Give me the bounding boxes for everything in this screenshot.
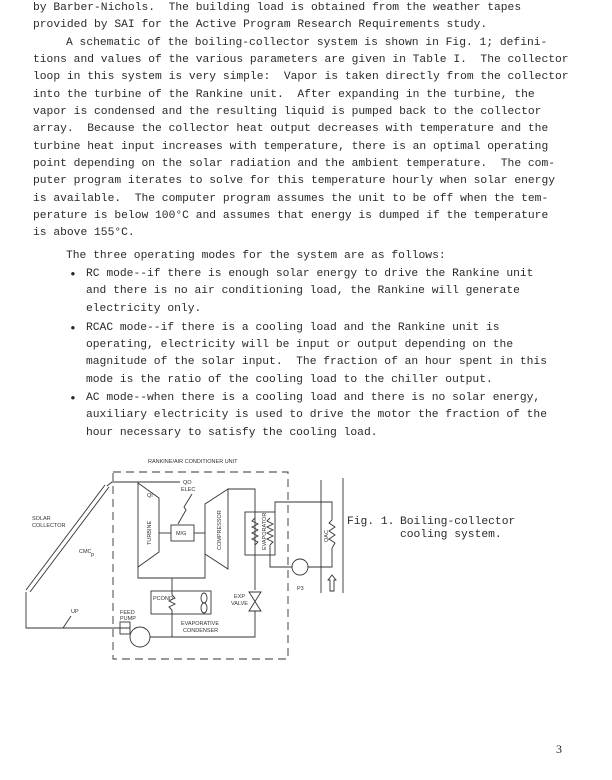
unit-title: RANKINE/AIR CONDITIONER UNIT [148,459,238,465]
bullet-icon: • [69,267,77,282]
label-solar: SOLAR [32,516,51,522]
label-pump: PUMP [120,616,136,622]
text-line: mode is the ratio of the cooling load to the chiller output. [86,374,493,386]
feed-pump [130,627,150,647]
text-line: puter program iterates to solve for this temperature hourly when solar energy [33,175,556,187]
text-line: magnitude of the solar input. The fraction of an hour spent in this [86,356,547,368]
figure-caption-line: cooling system. [400,529,502,541]
label-condenser: CONDENSER [183,628,219,634]
label-elec: ELEC [181,487,196,493]
text-line: electricity only. [86,303,202,315]
text-line: is available. The computer program assumes the unit to be off when the tem- [33,193,549,205]
text-line: AC mode--when there is a cooling load and there is no solar energy, [86,392,541,404]
text-line: tions and values of the various parameters are given in Table I. The collector [33,54,569,66]
label-p3: P3 [297,586,304,592]
label-pcond: PCOND [153,596,173,602]
text-line: and there is no air conditioning load, the Rankine will generate [86,285,520,297]
expansion-valve [249,592,261,611]
text-line: point depending on the solar radiation and the ambient temperature. The com- [33,158,556,170]
page-number: 3 [556,742,562,756]
label-mg: M/G [176,531,187,537]
label-exp: EXP [234,594,246,600]
text-line: RC mode--if there is enough solar energy to drive the Rankine unit [86,268,534,280]
label-turbine: TURBINE [147,520,153,545]
label-qo: QO [183,480,192,486]
text-line: A schematic of the boiling-collector system is shown in Fig. 1; defini- [66,37,548,49]
bullet-icon: • [69,321,77,336]
text-line: turbine heat input increases with temperature, there is an optimal operating [33,141,549,153]
label-evaporative: EVAPORATIVE [181,621,220,627]
label-valve: VALVE [231,601,248,607]
text-line: array. Because the collector heat output decreases with temperature and the [33,123,549,135]
label-qi: QI [147,493,153,499]
text-line: RCAC mode--if there is a cooling load and the Rankine unit is [86,322,500,334]
evaporator [245,512,275,555]
solar-collector [26,482,180,628]
label-evaporator: EVAPORATOR [262,512,268,550]
fan-icon [201,593,207,603]
text-line: perature is below 100°C and assumes that energy is dumped if the temperature [33,210,549,222]
pump-p3 [292,559,308,575]
text-line: into the turbine of the Rankine unit. After expanding in the turbine, the [33,89,535,101]
text-line: vapor is condensed and the resulting liquid is pumped back to the collector [33,106,542,118]
up-arrow [63,616,71,628]
label-cmc-sub: p [91,552,95,558]
air-flow-arrow [328,575,336,591]
text-line: hour necessary to satisfy the cooling load. [86,427,378,439]
label-cmc: CMC [79,549,92,555]
modes-intro: The three operating modes for the system are as follows: [66,250,446,262]
bullet-icon: • [69,391,77,406]
text-line: by Barber-Nichols. The building load is obtained from the weather tapes [33,2,522,14]
label-feed: FEED [120,610,135,616]
label-up: UP [71,609,79,615]
label-collector: COLLECTOR [32,523,66,529]
label-qac: QAC [324,530,330,542]
figure-caption-line: Boiling-collector [400,516,516,528]
text-line: loop in this system is very simple: Vapor is taken directly from the collector [33,71,569,83]
text-line: auxiliary electricity is used to drive the motor the fraction of the [86,409,547,421]
text-line: provided by SAI for the Active Program Research Requirements study. [33,19,488,31]
text-line: is above 155°C. [33,227,135,239]
elec-arrow [178,494,192,524]
label-compressor: COMPRESSOR [217,510,223,550]
figure-caption-label: Fig. 1. [347,516,395,528]
text-line: operating, electricity will be input or output depending on the [86,339,514,351]
